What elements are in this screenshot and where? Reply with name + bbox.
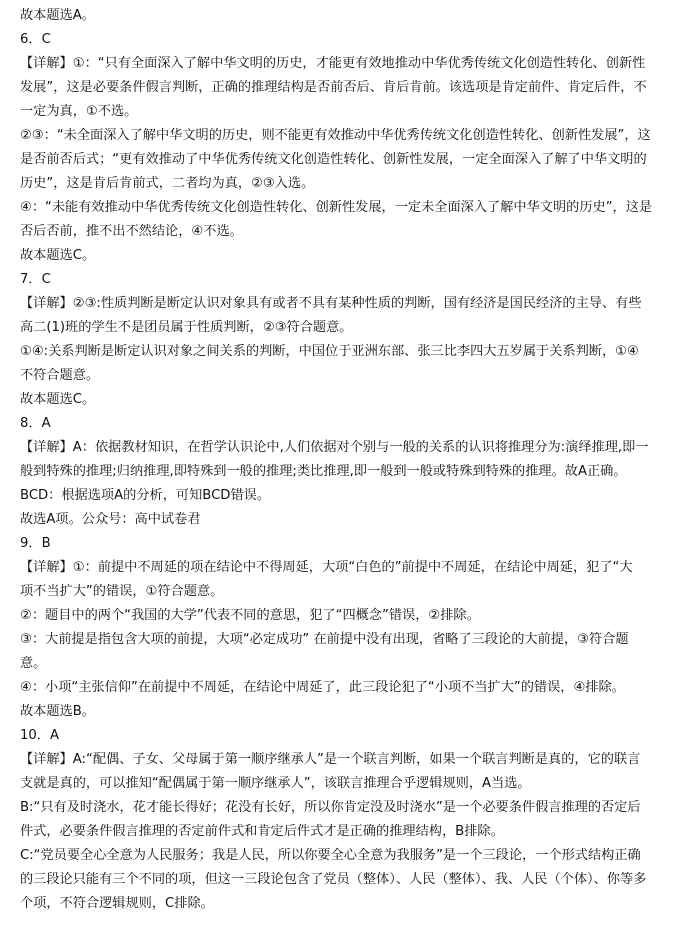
text-line: 历史”，这是肯后肯前式，二者均为真，②③入选。 [20, 176, 315, 191]
text-line: 9．B [20, 536, 51, 551]
text-line: ④：“未能有效推动中华优秀传统文化创造性转化、创新性发展，一定未全面深入了解中华文明的历史”，这是 [20, 200, 653, 215]
text-line: BCD：根据选项A的分析，可知BCD错误。 [20, 488, 271, 503]
text-line: 【详解】A：依据教材知识，在哲学认识论中,人们依据对个别与一般的关系的认识将推理分为:演绎推理,即一 [20, 440, 649, 455]
text-line: 否后否前，推不出不然结论，④不选。 [20, 224, 243, 239]
text-line: 故本题选C。 [20, 392, 96, 407]
text-line: 是否前否后式；“更有效推动了中华优秀传统文化创造性转化、创新性发展，一定全面深入了解了中华文明的 [20, 152, 647, 167]
text-line: 【详解】①：“只有全面深入了解中华文明的历史，才能更有效地推动中华优秀传统文化创造性转化、创新性 [20, 56, 646, 71]
text-line: B:“只有及时浇水，花才能长得好；花没有长好，所以你肯定没及时浇水”是一个必要条件假言推理的否定后 [20, 800, 641, 815]
text-line: 故本题选C。 [20, 248, 96, 263]
text-line: 般到特殊的推理;归纳推理,即特殊到一般的推理;类比推理,即一般到一般或特殊到特殊的推理。故A正确。 [20, 464, 627, 479]
text-line: 高二(1)班的学生不是团员属于性质判断，②③符合题意。 [20, 320, 353, 335]
text-line: 10．A [20, 728, 59, 743]
text-line: 意。 [20, 656, 47, 671]
text-line: 6．C [20, 32, 51, 47]
text-line: ①④:关系判断是断定认识对象之间关系的判断，中国位于亚洲东部、张三比李四大五岁属于关系判断，①④ [20, 344, 639, 359]
text-line: 故本题选A。 [20, 8, 95, 23]
text-line: 的三段论只能有三个不同的项，但这一三段论包含了党员（整体）、人民（整体）、我、人民（个体）、你等多 [20, 872, 647, 887]
text-line: 个项，不符合逻辑规则，C排除。 [20, 896, 214, 911]
text-line: 7．C [20, 272, 51, 287]
text-line: 【详解】②③:性质判断是断定认识对象具有或者不具有某种性质的判断，国有经济是国民经济的主导、有些 [20, 296, 642, 311]
text-line: ②：题目中的两个“我国的大学”代表不同的意思，犯了“四概念”错误，②排除。 [20, 608, 480, 623]
text-line: 【详解】A:“配偶、子女、父母属于第一顺序继承人”是一个联言判断，如果一个联言判断是真的，它的联言 [20, 752, 641, 767]
text-line: ③：大前提是指包含大项的前提，大项“必定成功” 在前提中没有出现，省略了三段论的大前提，③符合题 [20, 632, 629, 647]
text-line: 故本题选B。 [20, 704, 95, 719]
text-line: 8．A [20, 416, 51, 431]
text-line: ④：小项“主张信仰”在前提中不周延，在结论中周延了，此三段论犯了“小项不当扩大”的错误，④排除。 [20, 680, 625, 695]
text-line: 发展”，这是必要条件假言判断，正确的推理结构是否前否后、肯后肯前。该选项是肯定前件、肯定后件，不 [20, 80, 647, 95]
text-line: 项不当扩大”的错误，①符合题意。 [20, 584, 224, 599]
text-line: 故选A项。公众号：高中试卷君 [20, 512, 201, 527]
text-line: 【详解】①：前提中不周延的项在结论中不得周延，大项“白色的”前提中不周延，在结论中周延，犯了“大 [20, 560, 633, 575]
text-line: 件式，必要条件假言推理的否定前件式和肯定后件式才是正确的推理结构，B排除。 [20, 824, 504, 839]
text-line: 一定为真，①不选。 [20, 104, 138, 119]
text-line: ②③：“未全面深入了解中华文明的历史，则不能更有效推动中华优秀传统文化创造性转化、创新性发展”，这 [20, 128, 651, 143]
text-line: 支就是真的，可以推知“配偶属于第一顺序继承人”，该联言推理合乎逻辑规则，A当选。 [20, 776, 531, 791]
text-line: 不符合题意。 [20, 368, 100, 383]
text-line: C:“党员要全心全意为人民服务；我是人民，所以你要全心全意为我服务”是一个三段论，一个形式结构正确 [20, 848, 641, 863]
